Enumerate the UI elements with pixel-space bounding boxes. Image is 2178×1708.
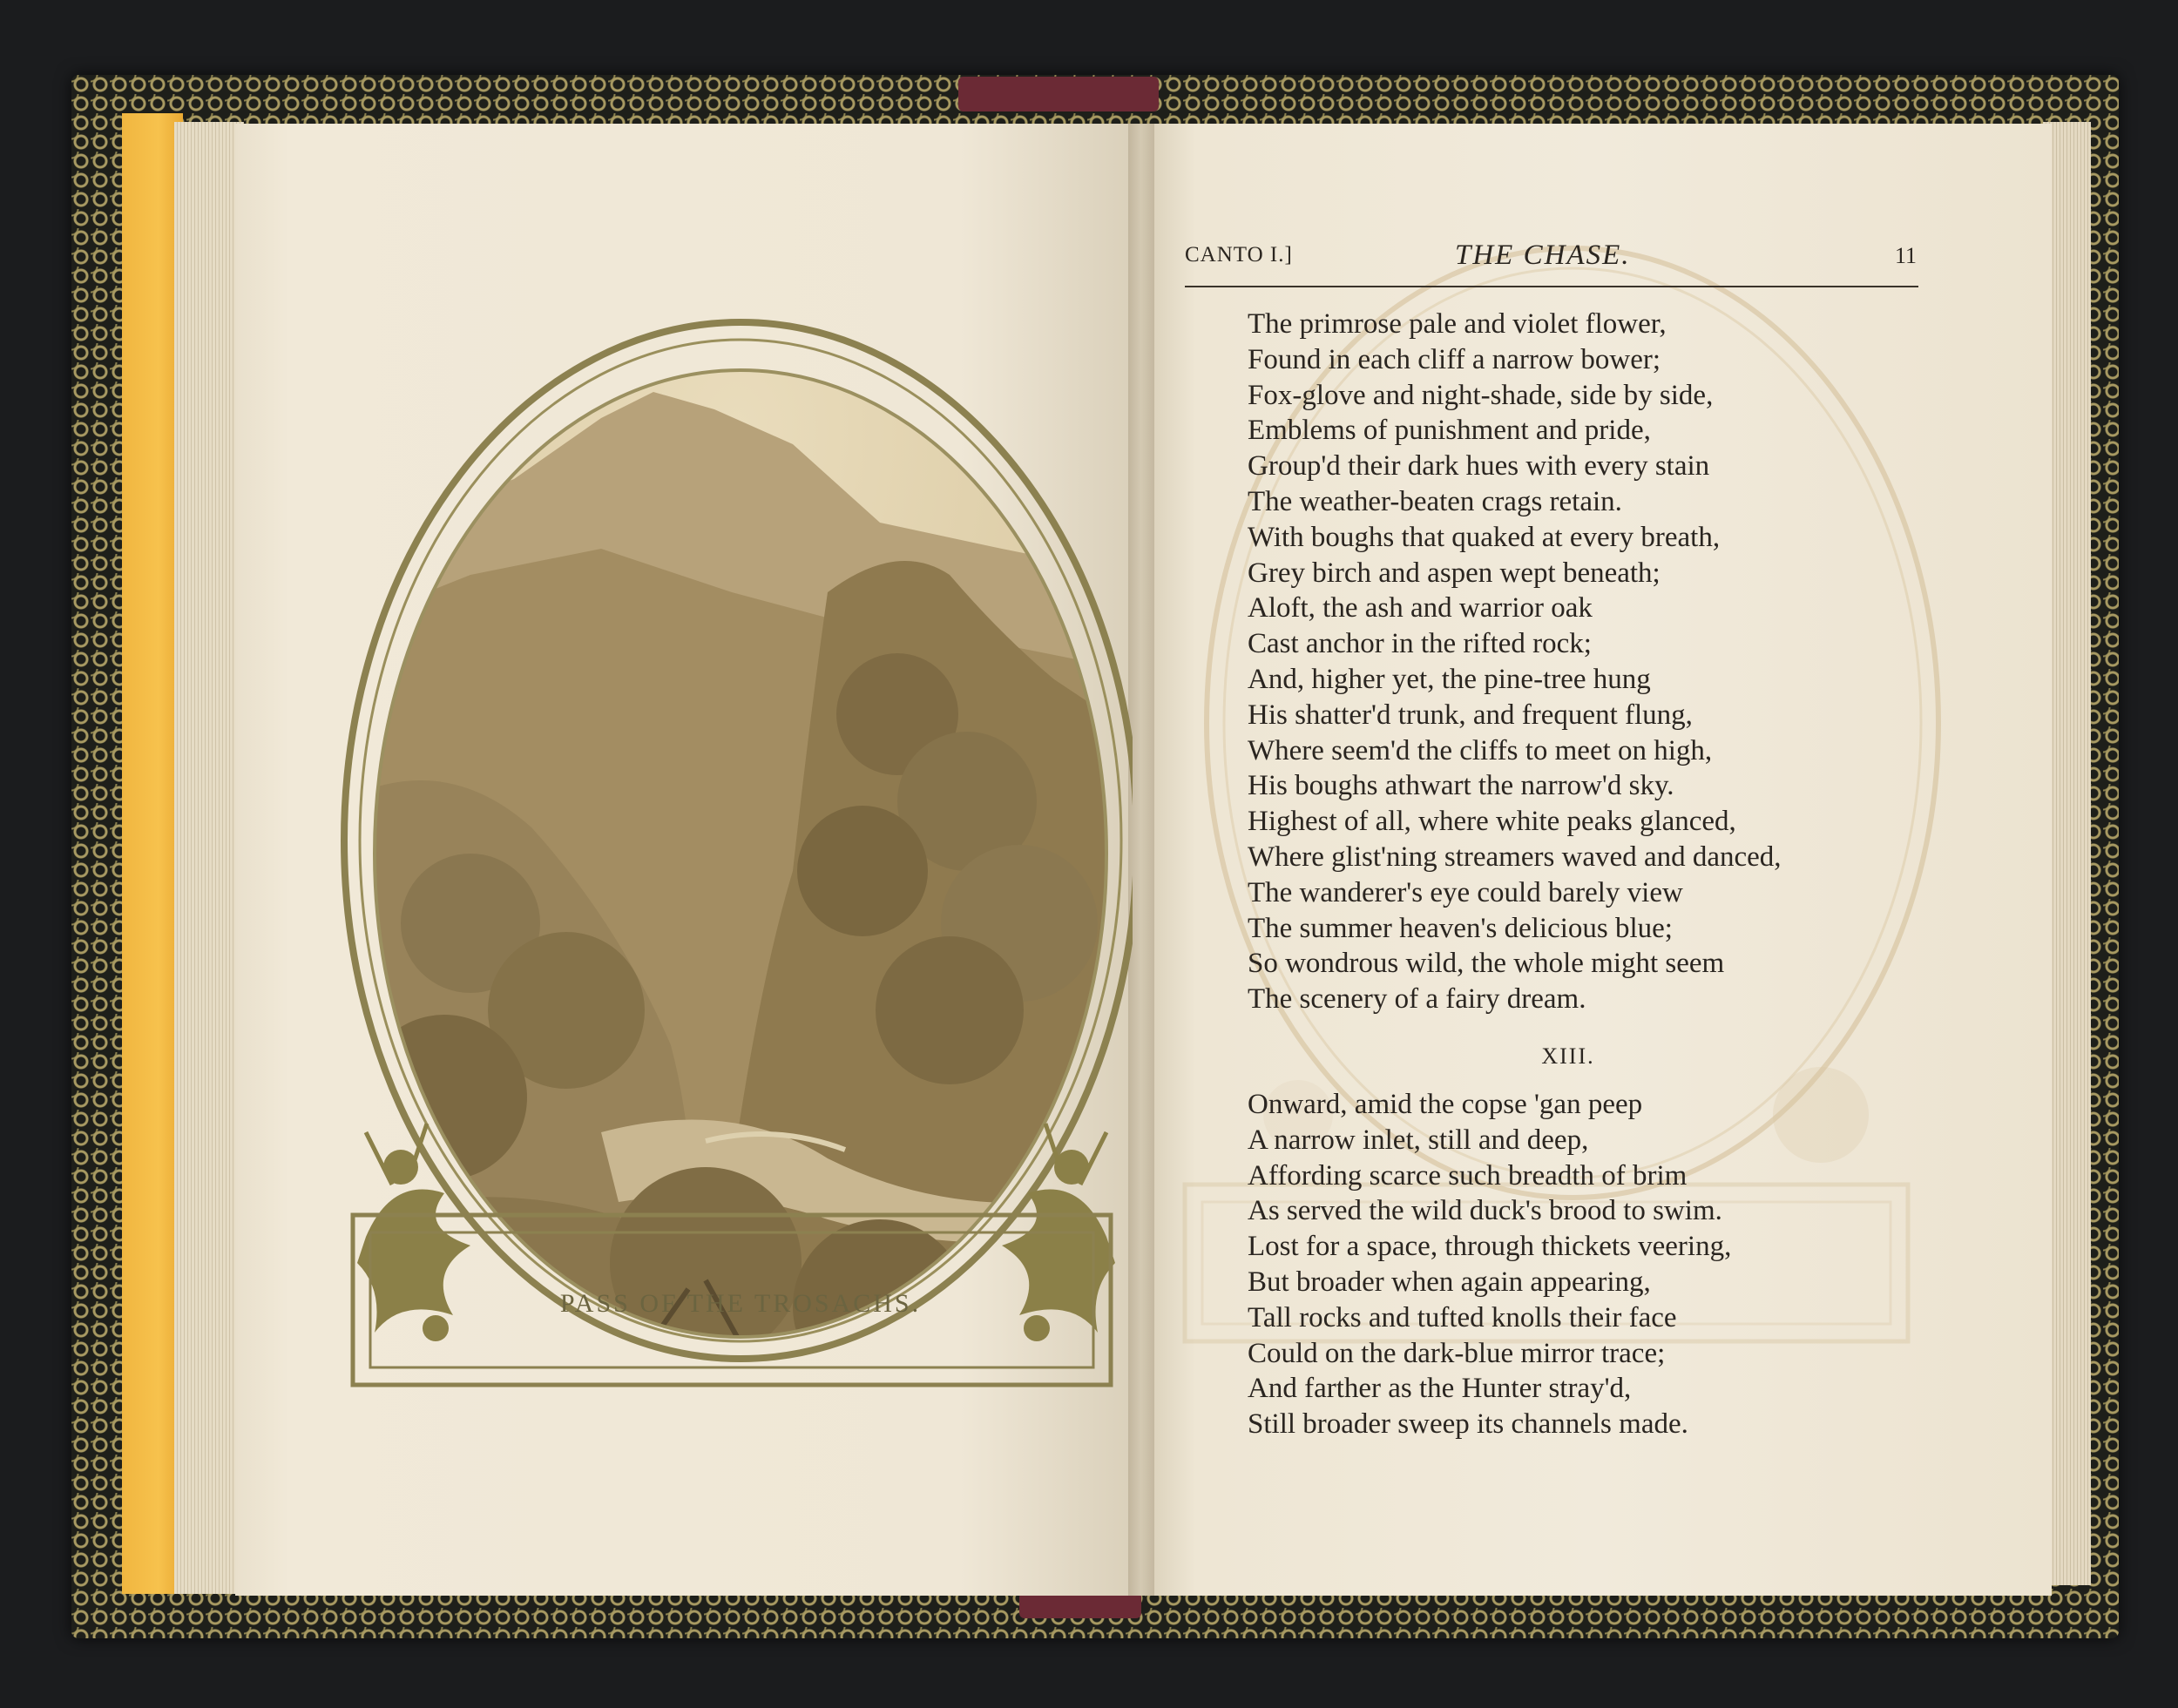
verse-line: Highest of all, where white peaks glanced,	[1248, 806, 1736, 838]
verse-line: As served the wild duck's brood to swim.	[1248, 1195, 1722, 1227]
verse-line: Lost for a space, through thickets veering,	[1248, 1231, 1732, 1263]
verse-line: His shatter'd trunk, and frequent flung,	[1248, 699, 1693, 731]
left-page-edges	[174, 122, 244, 1594]
page-number: 11	[1894, 243, 1917, 268]
verse-line: Cast anchor in the rifted rock;	[1248, 628, 1592, 660]
verse-line: Group'd their dark hues with every stain	[1248, 450, 1710, 483]
landscape-photo	[340, 261, 1133, 1394]
verse-line: But broader when again appearing,	[1248, 1266, 1651, 1298]
verse-line: The scenery of a fairy dream.	[1248, 983, 1586, 1016]
verse-line: The wanderer's eye could barely view	[1248, 876, 1683, 908]
spine-cloth-top	[958, 77, 1159, 111]
stanza-one	[1248, 307, 1782, 1017]
section-title: THE CHASE.	[1455, 240, 1631, 271]
running-head	[1185, 240, 1917, 274]
verse-line: And farther as the Hunter stray'd,	[1248, 1373, 1632, 1405]
verse-line: Emblems of punishment and pride,	[1248, 415, 1651, 447]
canto-label: CANTO I.]	[1185, 243, 1293, 267]
verse-line: Could on the dark-blue mirror trace;	[1248, 1337, 1666, 1369]
plate-frame	[340, 261, 1133, 1394]
verse-line: Affording scarce such breadth of brim	[1248, 1159, 1688, 1192]
verse-line: Tall rocks and tufted knolls their face	[1248, 1301, 1677, 1333]
stanza-two	[1248, 1087, 1731, 1442]
verse-line: A narrow inlet, still and deep,	[1248, 1124, 1589, 1156]
verse-line: Onward, amid the copse 'gan peep	[1248, 1089, 1643, 1120]
stanza-number: XIII.	[1541, 1043, 1595, 1069]
verse-line: With boughs that quaked at every breath,	[1248, 521, 1721, 553]
plate-caption: PASS OF THE TROSACHS.	[559, 1289, 922, 1318]
verse-line: Fox-glove and night-shade, side by side,	[1248, 379, 1714, 411]
verse-line: Found in each cliff a narrow bower;	[1248, 343, 1661, 375]
verse-line: Grey birch and aspen wept beneath;	[1248, 557, 1661, 589]
header-rule	[1185, 286, 1918, 287]
verse-line: Where glist'ning streamers waved and danced,	[1248, 840, 1782, 873]
verse-line: Still broader sweep its channels made.	[1248, 1408, 1688, 1441]
verse-line: Where seem'd the cliffs to meet on high,	[1248, 734, 1713, 766]
verse-line: The summer heaven's delicious blue;	[1248, 912, 1673, 944]
verse-line: The weather-beaten crags retain.	[1248, 485, 1622, 517]
verse-line: Aloft, the ash and warrior oak	[1248, 592, 1593, 624]
verse-line: So wondrous wild, the whole might seem	[1248, 948, 1725, 980]
verse-line: His boughs athwart the narrow'd sky.	[1248, 770, 1674, 802]
spine-cloth-bottom	[1019, 1592, 1141, 1618]
verse-line: And, higher yet, the pine-tree hung	[1248, 663, 1651, 695]
verse-line: The primrose pale and violet flower,	[1248, 308, 1667, 340]
